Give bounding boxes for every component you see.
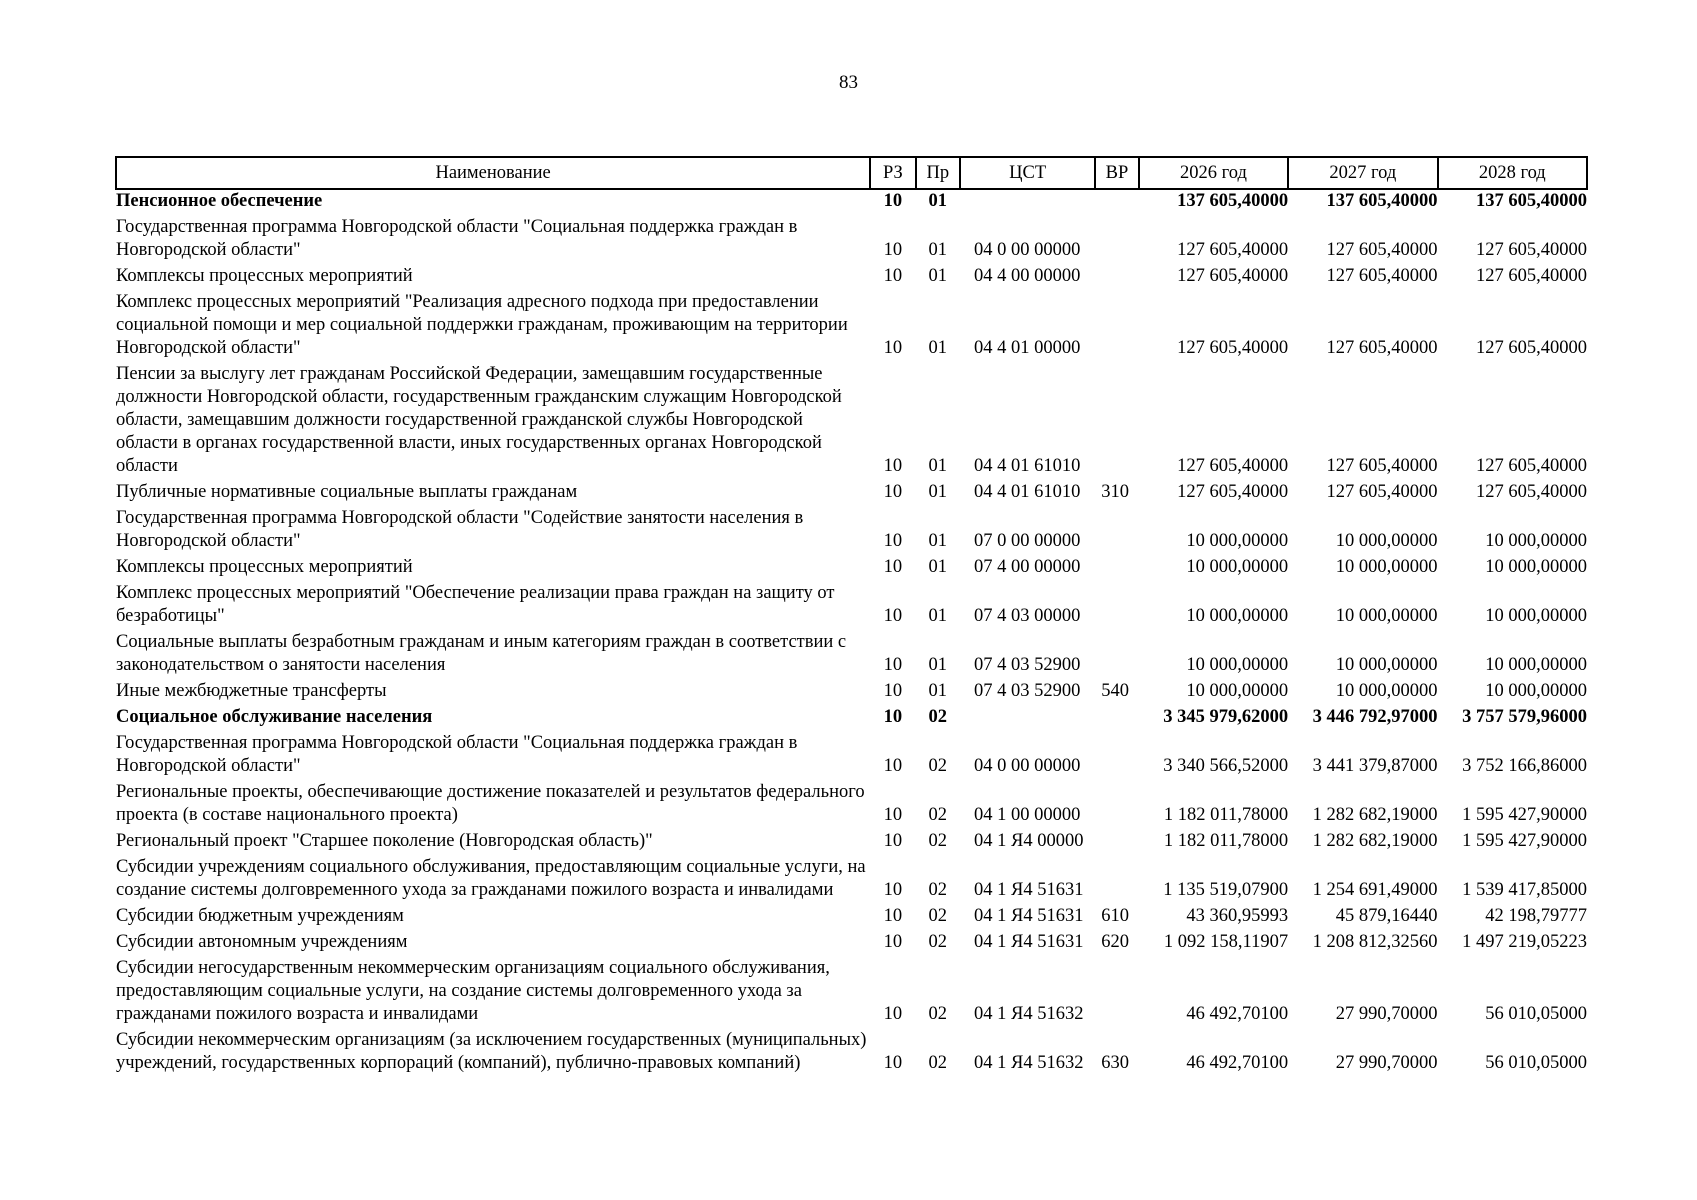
table-row [116, 507, 1587, 556]
cell-pr: 02 [928, 880, 948, 900]
cell-name: Социальное обслуживание населения [116, 707, 433, 727]
cell-2027: 127 605,40000 [1326, 240, 1438, 260]
header-cst: ЦСТ [960, 157, 1095, 189]
cell-pr: 01 [928, 655, 948, 675]
cell-2027: 45 879,16440 [1335, 906, 1438, 926]
cell-pr: 01 [928, 338, 948, 358]
cell-name: Субсидии автономным учреждениям [116, 932, 408, 952]
cell-name: Социальные выплаты безработным гражданам и иным категориям граждан в соответствии с законодательством о занятости населения [116, 632, 847, 675]
cell-2028: 137 605,40000 [1476, 191, 1587, 211]
cell-rz: 10 [883, 1053, 903, 1073]
cell-2027: 1 254 691,49000 [1312, 880, 1438, 900]
cell-cst: 04 1 00 00000 [974, 805, 1081, 825]
cell-2026: 46 492,70100 [1186, 1004, 1289, 1024]
table-row [116, 931, 1587, 957]
cell-name: Пенсии за выслугу лет гражданам Российской Федерации, замещавшим государственные должности Новгородской области, государственным гражданским служащим Новгородской области, замещавшим должности государственной гражданской службы Новгородской области в органах государственной власти, иных государственных органах Новгородской области [116, 364, 842, 476]
cell-pr: 01 [928, 191, 948, 211]
cell-cst: 04 4 01 00000 [974, 338, 1081, 358]
cell-2028: 3 757 579,96000 [1462, 707, 1587, 727]
table-row [116, 216, 1587, 265]
cell-cst: 04 1 Я4 51632 [974, 1053, 1084, 1073]
cell-2026: 127 605,40000 [1177, 482, 1289, 502]
cell-pr: 02 [928, 932, 948, 952]
cell-cst: 04 4 01 61010 [974, 456, 1081, 476]
cell-vr [1095, 830, 1138, 856]
cell-2028: 10 000,00000 [1485, 606, 1587, 626]
table-row [116, 732, 1587, 781]
cell-2028: 56 010,05000 [1485, 1004, 1587, 1024]
cell-2028: 10 000,00000 [1485, 531, 1587, 551]
cell-name: Иные межбюджетные трансферты [116, 681, 387, 701]
cell-pr: 01 [928, 557, 948, 577]
cell-vr [1095, 856, 1138, 905]
cell-name: Комплексы процессных мероприятий [116, 557, 413, 577]
cell-pr: 01 [928, 681, 948, 701]
cell-vr [1095, 957, 1138, 1029]
cell-2026: 3 345 979,62000 [1163, 707, 1289, 727]
cell-name: Региональный проект "Старшее поколение (Новгородская область)" [116, 831, 653, 851]
cell-rz: 10 [883, 707, 903, 727]
cell-vr: 610 [1101, 906, 1130, 926]
table-row [116, 957, 1587, 1029]
cell-pr: 02 [928, 906, 948, 926]
cell-2027: 27 990,70000 [1335, 1053, 1438, 1073]
cell-name: Государственная программа Новгородской области "Содействие занятости населения в Новгородской области" [116, 508, 804, 551]
cell-name: Пенсионное обеспечение [116, 191, 323, 211]
cell-rz: 10 [883, 557, 903, 577]
cell-2027: 1 208 812,32560 [1312, 932, 1438, 952]
cell-rz: 10 [883, 880, 903, 900]
cell-vr [1095, 265, 1138, 291]
cell-2026: 127 605,40000 [1177, 240, 1289, 260]
table-row [116, 189, 1587, 216]
cell-pr: 02 [928, 1004, 948, 1024]
cell-2027: 3 446 792,97000 [1312, 707, 1438, 727]
cell-2027: 10 000,00000 [1335, 681, 1438, 701]
cell-vr [1095, 781, 1138, 830]
cell-cst: 07 4 03 52900 [974, 681, 1081, 701]
cell-2026: 10 000,00000 [1186, 557, 1289, 577]
cell-vr: 620 [1101, 932, 1130, 952]
cell-pr: 02 [928, 831, 948, 851]
cell-vr: 630 [1101, 1053, 1130, 1073]
cell-cst [960, 189, 1095, 216]
cell-cst: 07 4 03 52900 [974, 655, 1081, 675]
table-row [116, 291, 1587, 363]
cell-vr [1095, 732, 1138, 781]
cell-rz: 10 [883, 338, 903, 358]
cell-name: Комплекс процессных мероприятий "Реализация адресного подхода при предоставлении социальной помощи и мер социальной поддержки гражданам, проживающим на территории Новгородской области" [116, 292, 848, 358]
table-row [116, 363, 1587, 481]
cell-name: Государственная программа Новгородской области "Социальная поддержка граждан в Новгородской области" [116, 217, 798, 260]
cell-2028: 127 605,40000 [1476, 240, 1587, 260]
cell-pr: 02 [928, 805, 948, 825]
cell-pr: 02 [928, 756, 948, 776]
cell-rz: 10 [883, 606, 903, 626]
cell-cst: 07 0 00 00000 [974, 531, 1081, 551]
table-row [116, 781, 1587, 830]
cell-2028: 10 000,00000 [1485, 681, 1587, 701]
cell-name: Субсидии бюджетным учреждениям [116, 906, 404, 926]
cell-vr [1095, 189, 1138, 216]
cell-pr: 01 [928, 240, 948, 260]
cell-cst: 04 1 Я4 51631 [974, 880, 1084, 900]
cell-pr: 01 [928, 266, 948, 286]
table-row [116, 905, 1587, 931]
cell-2027: 27 990,70000 [1335, 1004, 1438, 1024]
cell-2026: 43 360,95993 [1186, 906, 1289, 926]
cell-2026: 127 605,40000 [1177, 266, 1289, 286]
cell-2026: 127 605,40000 [1177, 456, 1289, 476]
cell-2027: 127 605,40000 [1326, 482, 1438, 502]
table-header [116, 157, 1587, 189]
cell-rz: 10 [883, 831, 903, 851]
cell-cst: 04 1 Я4 00000 [974, 831, 1084, 851]
cell-cst: 04 1 Я4 51631 [974, 906, 1084, 926]
cell-rz: 10 [883, 906, 903, 926]
cell-2027: 137 605,40000 [1326, 191, 1438, 211]
table-row [116, 1029, 1587, 1078]
cell-2026: 1 135 519,07900 [1163, 880, 1289, 900]
cell-pr: 01 [928, 606, 948, 626]
table-body [116, 189, 1587, 1078]
cell-vr [1095, 582, 1138, 631]
cell-cst: 04 1 Я4 51631 [974, 932, 1084, 952]
cell-vr: 310 [1101, 482, 1130, 502]
cell-rz: 10 [883, 240, 903, 260]
cell-2028: 127 605,40000 [1476, 338, 1587, 358]
cell-2026: 127 605,40000 [1177, 338, 1289, 358]
cell-pr: 02 [928, 707, 948, 727]
cell-vr [1095, 363, 1138, 481]
cell-2026: 10 000,00000 [1186, 531, 1289, 551]
cell-rz: 10 [883, 932, 903, 952]
cell-name: Комплекс процессных мероприятий "Обеспечение реализации права граждан на защиту от безработицы" [116, 583, 835, 626]
cell-name: Региональные проекты, обеспечивающие достижение показателей и результатов федерального проекта (в составе национального проекта) [116, 782, 865, 825]
cell-cst [960, 706, 1095, 732]
cell-2028: 127 605,40000 [1476, 456, 1587, 476]
header-2026: 2026 год [1139, 157, 1288, 189]
cell-2028: 127 605,40000 [1476, 482, 1587, 502]
cell-name: Субсидии негосударственным некоммерческим организациям социального обслуживания, предоставляющим социальные услуги, на создание системы долговременного ухода за гражданами пожилого возраста и инвалидами [116, 958, 830, 1024]
cell-2027: 1 282 682,19000 [1312, 805, 1438, 825]
cell-2026: 10 000,00000 [1186, 655, 1289, 675]
cell-cst: 04 0 00 00000 [974, 240, 1081, 260]
cell-vr [1095, 631, 1138, 680]
cell-vr [1095, 291, 1138, 363]
cell-2026: 1 092 158,11907 [1163, 932, 1289, 952]
header-2027: 2027 год [1288, 157, 1437, 189]
cell-rz: 10 [883, 266, 903, 286]
cell-vr [1095, 556, 1138, 582]
cell-2026: 1 182 011,78000 [1163, 831, 1289, 851]
cell-pr: 01 [928, 456, 948, 476]
cell-vr [1095, 216, 1138, 265]
cell-cst: 07 4 00 00000 [974, 557, 1081, 577]
cell-cst: 04 4 01 61010 [974, 482, 1081, 502]
cell-2027: 10 000,00000 [1335, 655, 1438, 675]
table-row [116, 631, 1587, 680]
cell-vr: 540 [1101, 681, 1130, 701]
budget-table [115, 156, 1588, 1078]
cell-2026: 46 492,70100 [1186, 1053, 1289, 1073]
page-number: 83 [839, 72, 858, 93]
cell-2028: 1 595 427,90000 [1462, 805, 1587, 825]
cell-name: Государственная программа Новгородской области "Социальная поддержка граждан в Новгородской области" [116, 733, 798, 776]
cell-name: Публичные нормативные социальные выплаты гражданам [116, 482, 578, 502]
cell-name: Комплексы процессных мероприятий [116, 266, 413, 286]
cell-2027: 127 605,40000 [1326, 338, 1438, 358]
cell-2026: 1 182 011,78000 [1163, 805, 1289, 825]
table-row [116, 856, 1587, 905]
cell-2028: 10 000,00000 [1485, 655, 1587, 675]
header-pr: Пр [916, 157, 960, 189]
cell-2027: 3 441 379,87000 [1312, 756, 1438, 776]
cell-cst: 04 1 Я4 51632 [974, 1004, 1084, 1024]
cell-rz: 10 [883, 681, 903, 701]
cell-2028: 3 752 166,86000 [1462, 756, 1587, 776]
cell-2027: 10 000,00000 [1335, 606, 1438, 626]
header-rz: РЗ [870, 157, 915, 189]
cell-rz: 10 [883, 1004, 903, 1024]
cell-2028: 1 497 219,05223 [1462, 932, 1587, 952]
cell-2028: 56 010,05000 [1485, 1053, 1587, 1073]
cell-2027: 10 000,00000 [1335, 557, 1438, 577]
table-row [116, 481, 1587, 507]
cell-2027: 1 282 682,19000 [1312, 831, 1438, 851]
cell-2026: 137 605,40000 [1177, 191, 1289, 211]
cell-vr [1095, 507, 1138, 556]
table-row [116, 830, 1587, 856]
cell-rz: 10 [883, 191, 903, 211]
table-row [116, 680, 1587, 706]
cell-rz: 10 [883, 531, 903, 551]
cell-2026: 3 340 566,52000 [1163, 756, 1289, 776]
cell-cst: 04 0 00 00000 [974, 756, 1081, 776]
cell-2028: 10 000,00000 [1485, 557, 1587, 577]
cell-cst: 07 4 03 00000 [974, 606, 1081, 626]
cell-2028: 1 595 427,90000 [1462, 831, 1587, 851]
table-row [116, 706, 1587, 732]
cell-2027: 127 605,40000 [1326, 456, 1438, 476]
cell-pr: 01 [928, 531, 948, 551]
cell-cst: 04 4 00 00000 [974, 266, 1081, 286]
header-name: Наименование [116, 157, 870, 189]
table-row [116, 556, 1587, 582]
cell-2028: 127 605,40000 [1476, 266, 1587, 286]
cell-2026: 10 000,00000 [1186, 606, 1289, 626]
cell-rz: 10 [883, 456, 903, 476]
cell-rz: 10 [883, 805, 903, 825]
cell-2026: 10 000,00000 [1186, 681, 1289, 701]
table-row [116, 265, 1587, 291]
cell-rz: 10 [883, 655, 903, 675]
header-vr: ВР [1095, 157, 1138, 189]
cell-pr: 02 [928, 1053, 948, 1073]
cell-pr: 01 [928, 482, 948, 502]
cell-vr [1095, 706, 1138, 732]
table-row [116, 582, 1587, 631]
header-row [116, 157, 1587, 189]
cell-2027: 10 000,00000 [1335, 531, 1438, 551]
cell-rz: 10 [883, 482, 903, 502]
cell-2028: 42 198,79777 [1485, 906, 1587, 926]
cell-2028: 1 539 417,85000 [1462, 880, 1587, 900]
cell-rz: 10 [883, 756, 903, 776]
header-2028: 2028 год [1438, 157, 1587, 189]
cell-name: Субсидии учреждениям социального обслуживания, предоставляющим социальные услуги, на создание системы долговременного ухода за гражданами пожилого возраста и инвалидами [116, 857, 866, 900]
cell-2027: 127 605,40000 [1326, 266, 1438, 286]
cell-name: Субсидии некоммерческим организациям (за исключением государственных (муниципальных) учреждений, государственных корпораций (компаний), публично-правовых компаний) [116, 1030, 867, 1073]
